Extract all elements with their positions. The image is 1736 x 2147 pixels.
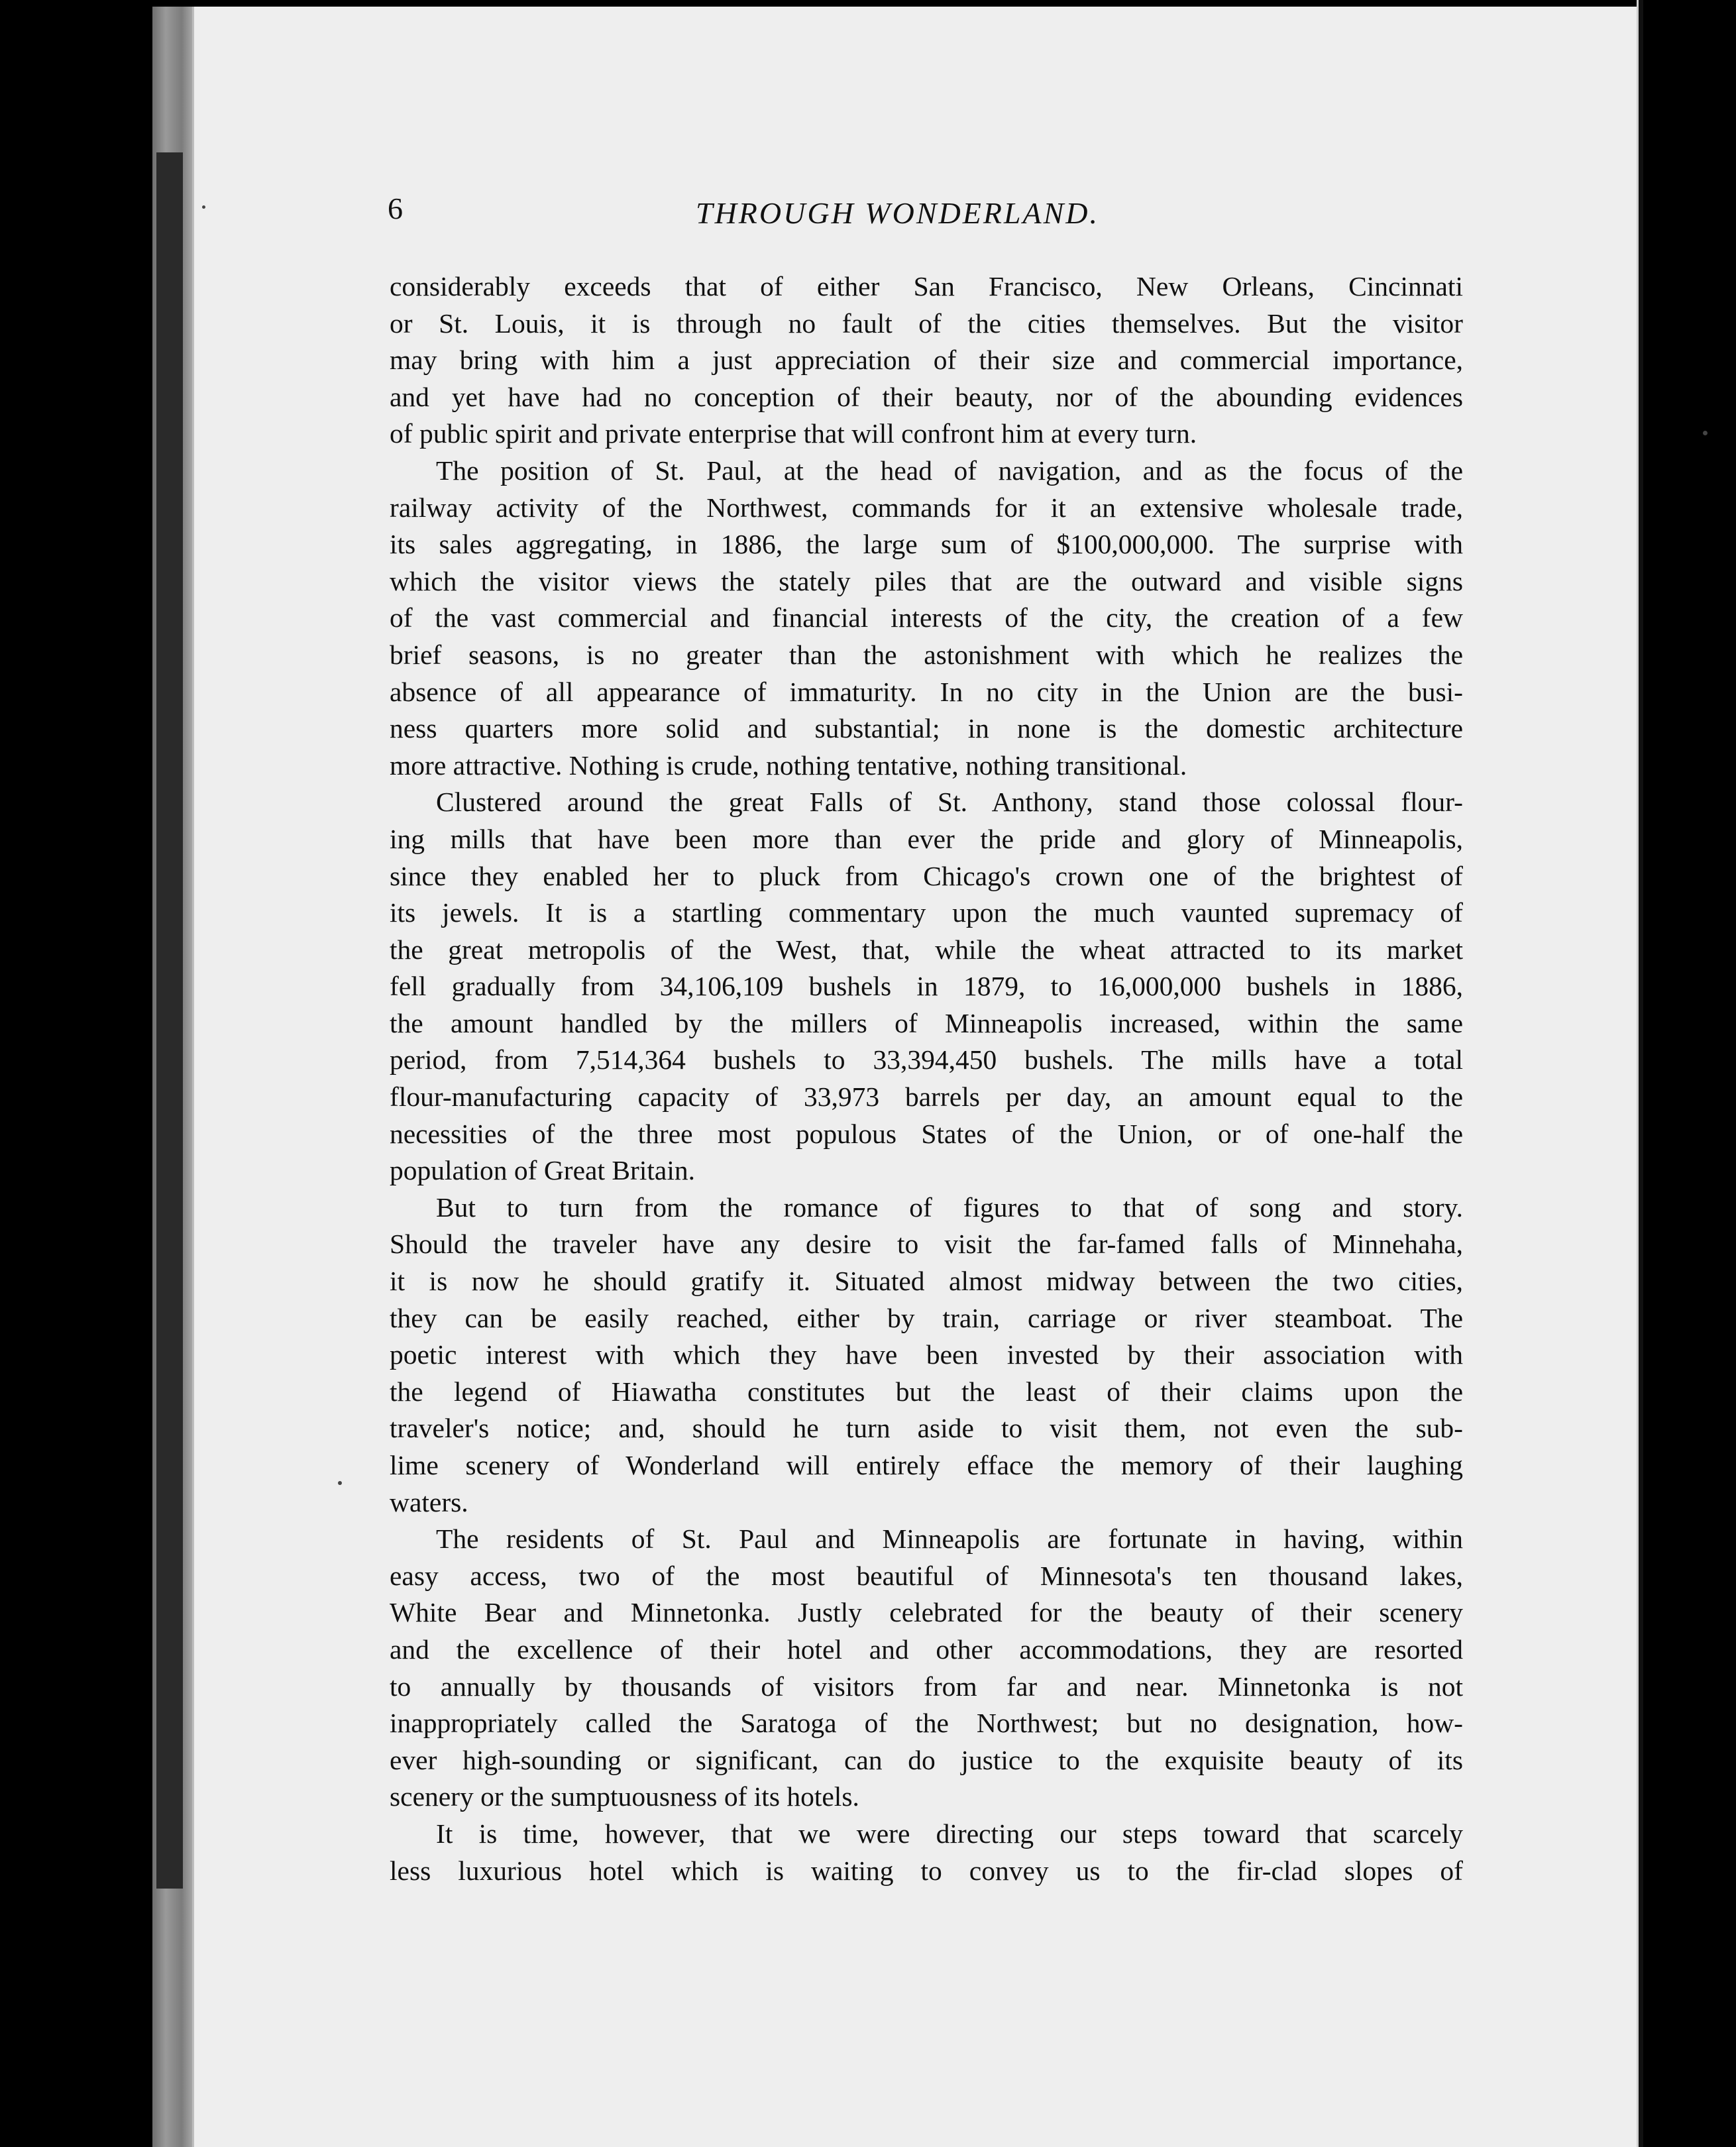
text-line: flour-manufacturing capacity of 33,973 barrels per day, an amount equal to the bbox=[390, 1081, 1463, 1113]
text-line: The residents of St. Paul and Minneapolis are fortunate in having, within bbox=[436, 1523, 1463, 1555]
text-line: and the excellence of their hotel and other accommodations, they are resorted bbox=[390, 1633, 1463, 1665]
text-line: the amount handled by the millers of Minneapolis increased, within the same bbox=[390, 1007, 1463, 1038]
text-line: of public spirit and private enterprise that will confront him at every turn. bbox=[390, 418, 1197, 449]
text-line: since they enabled her to pluck from Chicago's crown one of the brightest of bbox=[390, 860, 1463, 891]
text-line: of the vast commercial and financial interests of the city, the creation of a few bbox=[390, 602, 1463, 633]
text-line: ing mills that have been more than ever the pride and glory of Minneapolis, bbox=[390, 823, 1463, 854]
text-line: the great metropolis of the West, that, while the wheat attracted to its market bbox=[390, 934, 1463, 965]
text-line: its jewels. It is a startling commentary upon the much vaunted supremacy of bbox=[390, 897, 1463, 928]
text-line: less luxurious hotel which is waiting to convey us to the fir-clad slopes of bbox=[390, 1855, 1463, 1886]
text-line: scenery or the sumptuousness of its hotels. bbox=[390, 1781, 859, 1812]
text-line: which the visitor views the stately piles that are the outward and visible signs bbox=[390, 565, 1463, 596]
text-line: poetic interest with which they have been invested by their association with bbox=[390, 1339, 1463, 1370]
text-line: period, from 7,514,364 bushels to 33,394,450 bushels. The mills have a total bbox=[390, 1044, 1463, 1075]
text-line: population of Great Britain. bbox=[390, 1155, 695, 1186]
text-line: necessities of the three most populous States of the Union, or of one-half the bbox=[390, 1118, 1463, 1149]
text-line: It is time, however, that we were directing our steps toward that scarcely bbox=[436, 1818, 1463, 1849]
text-line: the legend of Hiawatha constitutes but the least of their claims upon the bbox=[390, 1376, 1463, 1407]
paragraph bbox=[390, 1521, 1463, 1816]
text-line: White Bear and Minnetonka. Justly celebrated for the beauty of their scenery bbox=[390, 1597, 1463, 1628]
text-line: But to turn from the romance of figures to that of song and story. bbox=[436, 1191, 1463, 1223]
paragraph bbox=[390, 1816, 1463, 1889]
text-line: to annually by thousands of visitors from far and near. Minnetonka is not bbox=[390, 1671, 1463, 1702]
paragraph bbox=[390, 784, 1463, 1189]
text-line: ness quarters more solid and substantial; in none is the domestic architecture bbox=[390, 713, 1463, 744]
text-line: Clustered around the great Falls of St. Anthony, stand those colossal flour- bbox=[436, 787, 1463, 818]
running-title: THROUGH WONDERLAND. bbox=[696, 196, 1099, 230]
paragraph bbox=[390, 1189, 1463, 1521]
text-line: ever high-sounding or significant, can do justice to the exquisite beauty of its bbox=[390, 1744, 1463, 1775]
paragraph bbox=[390, 453, 1463, 784]
text-line: more attractive. Nothing is crude, nothing tentative, nothing transitional. bbox=[390, 749, 1187, 781]
text-line: absence of all appearance of immaturity. In no city in the Union are the busi- bbox=[390, 676, 1463, 707]
text-line: its sales aggregating, in 1886, the large sum of $100,000,000. The surprise with bbox=[390, 529, 1463, 560]
text-line: The position of St. Paul, at the head of navigation, and as the focus of the bbox=[436, 455, 1463, 486]
text-line: or St. Louis, it is through no fault of the cities themselves. But the visitor bbox=[390, 307, 1463, 339]
text-line: inappropriately called the Saratoga of the Northwest; but no designation, how- bbox=[390, 1708, 1463, 1739]
text-line: considerably exceeds that of either San Francisco, New Orleans, Cincinnati bbox=[390, 271, 1463, 302]
scan-speck bbox=[1703, 431, 1708, 435]
text-line: they can be easily reached, either by train, carriage or river steamboat. The bbox=[390, 1302, 1463, 1333]
text-line: easy access, two of the most beautiful of Minnesota's ten thousand lakes, bbox=[390, 1560, 1463, 1591]
text-line: Should the traveler have any desire to visit the far-famed falls of Minnehaha, bbox=[390, 1229, 1463, 1260]
scan-speck bbox=[202, 205, 205, 209]
text-line: may bring with him a just appreciation of their size and commercial importance, bbox=[390, 345, 1463, 376]
scan-speck bbox=[338, 1481, 342, 1485]
text-line: traveler's notice; and, should he turn aside to visit them, not even the sub- bbox=[390, 1413, 1463, 1444]
page-number: 6 bbox=[388, 192, 403, 225]
paragraph bbox=[390, 268, 1463, 453]
page-edge-rule bbox=[1637, 0, 1639, 2147]
text-line: lime scenery of Wonderland will entirely efface the memory of their laughing bbox=[390, 1450, 1463, 1480]
text-line: fell gradually from 34,106,109 bushels in 1879, to 16,000,000 bushels in 1886, bbox=[390, 971, 1463, 1002]
text-line: and yet have had no conception of their beauty, nor of the abounding evidences bbox=[390, 381, 1463, 412]
text-line: brief seasons, is no greater than the astonishment with which he realizes the bbox=[390, 639, 1463, 670]
text-line: railway activity of the Northwest, commands for it an extensive wholesale trade, bbox=[390, 492, 1463, 523]
text-line: it is now he should gratify it. Situated almost midway between the two cities, bbox=[390, 1266, 1463, 1297]
binding-shadow bbox=[156, 152, 183, 1889]
text-line: waters. bbox=[390, 1486, 468, 1517]
body-text bbox=[390, 268, 1463, 1889]
